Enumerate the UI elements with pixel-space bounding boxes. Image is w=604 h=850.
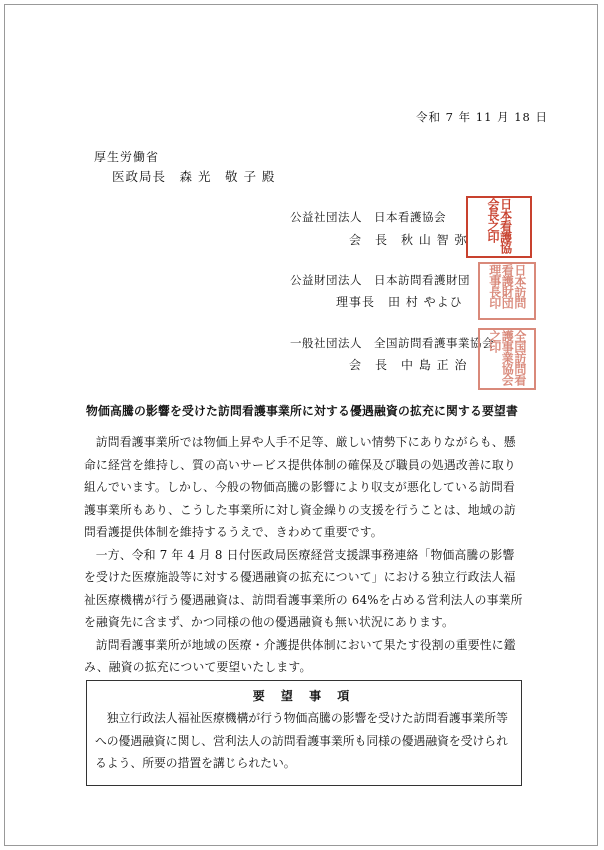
sender-rep-visiting-nursing-business-association: 会 長 中 島 正 治 xyxy=(349,358,468,372)
document-title: 物価高騰の影響を受けた訪問看護事業所に対する優遇融資の拡充に関する要望書 xyxy=(86,404,518,418)
sender-org-visiting-nursing-foundation: 公益財団法人 日本訪問看護財団 xyxy=(290,273,470,287)
seal-stamp-icon: 日本看護協会長之印 xyxy=(466,196,532,258)
document-date: 令和 7 年 11 月 18 日 xyxy=(416,110,549,124)
body-text xyxy=(84,431,524,679)
seal-stamp-icon: 全国訪問看護事業協会之印 xyxy=(478,328,536,390)
sender-org-nurses-association: 公益社団法人 日本看護協会 xyxy=(290,210,446,224)
request-text: 独立行政法人福祉医療機構が行う物価高騰の影響を受けた訪問看護事業所等への優遇融資に関し、営利法人の訪問看護事業所も同様の優遇融資を受けられるよう、所要の措置を講じられたい。 xyxy=(95,711,508,770)
paragraph: 一方、令和 7 年 4 月 8 日付医政局医療経営支援課事務連絡「物価高騰の影響を受けた医療施設等に対する優遇融資の拡充について」における独立行政法人福祉医療機構が行う優遇融資は、訪問看護事業所の 64%を占める営利法人の事業所を融資先に含まず、かつ同様の他の優遇融資も無い状況にあります。 xyxy=(84,547,523,629)
request-box xyxy=(86,680,522,786)
sender-rep-nurses-association: 会 長 秋 山 智 弥 xyxy=(349,233,468,247)
addressee-organization: 厚生労働省 xyxy=(94,150,160,164)
sender-org-visiting-nursing-business-association: 一般社団法人 全国訪問看護事業協会 xyxy=(290,336,494,350)
paragraph: 訪問看護事業所では物価上昇や人手不足等、厳しい情勢下にありながらも、懸命に経営を維持し、質の高いサービス提供体制の確保及び職員の処遇改善に取り組んでいます。しかし、今般の物価高騰の影響により収支が悪化している訪問看護事業所もあり、こうした事業所に対し資金繰りの支援を行うことは、地域の訪問看護提供体制を維持するうえで、きわめて重要です。 xyxy=(84,435,516,539)
request-heading: 要 望 事 項 xyxy=(252,689,356,703)
paragraph: 訪問看護事業所が地域の医療・介護提供体制において果たす役割の重要性に鑑み、融資の拡充について要望いたします。 xyxy=(84,637,516,674)
sender-rep-visiting-nursing-foundation: 理事長 田 村 やよひ xyxy=(336,295,463,309)
seal-stamp-icon: 日本訪問看護財団理事長印 xyxy=(478,262,536,320)
addressee-person: 医政局長 森 光 敬 子 殿 xyxy=(112,169,276,184)
